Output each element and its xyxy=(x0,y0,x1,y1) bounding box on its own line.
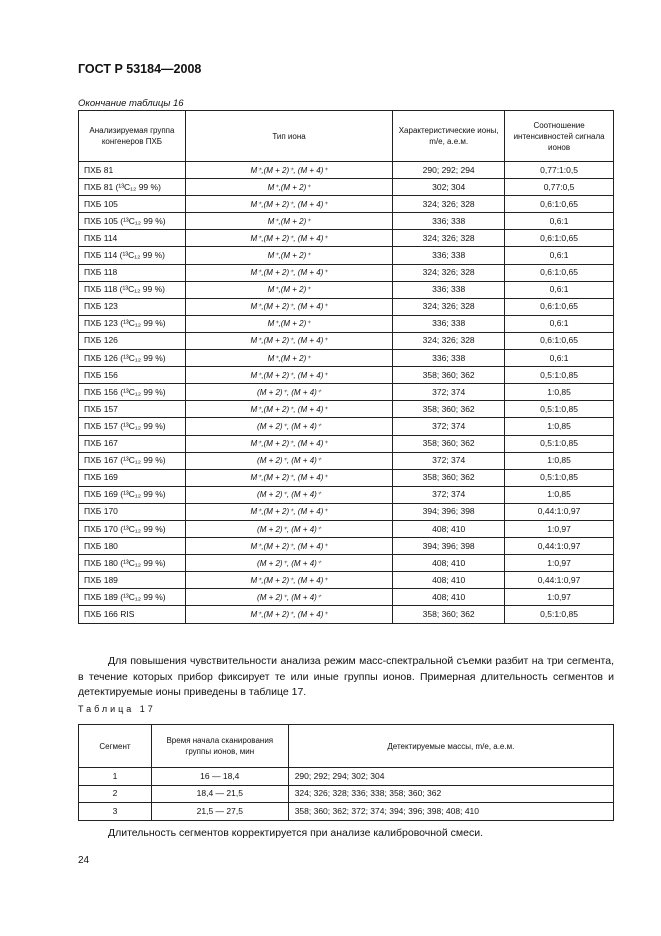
table16-cell: M⁺,(M + 2)⁺, (M + 4)⁺ xyxy=(185,196,392,213)
table16-cell: M⁺,(M + 2)⁺, (M + 4)⁺ xyxy=(185,230,392,247)
table16-cell: M⁺,(M + 2)⁺, (M + 4)⁺ xyxy=(185,538,392,555)
table16-cell: 0,77:0,5 xyxy=(505,179,614,196)
table16-cell: (M + 2)⁺, (M + 4)⁺ xyxy=(185,418,392,435)
table16-cell: ПХБ 156 xyxy=(79,367,186,384)
table17-cell: 18,4 — 21,5 xyxy=(151,785,288,803)
table16-cell: ПХБ 167 xyxy=(79,435,186,452)
table16-row xyxy=(79,572,614,589)
table17-row xyxy=(79,785,614,803)
table16-cell: M⁺,(M + 2)⁺, (M + 4)⁺ xyxy=(185,435,392,452)
table16-cell: 0,6:1 xyxy=(505,350,614,367)
table16-cell: 394; 396; 398 xyxy=(393,503,505,520)
table16-row xyxy=(79,555,614,572)
table16-cell: 0,6:1 xyxy=(505,315,614,332)
table16-cell: M⁺,(M + 2)⁺ xyxy=(185,247,392,264)
table16-row xyxy=(79,179,614,196)
table16-row xyxy=(79,213,614,230)
table17-header-cell: Время начала сканирования группы ионов, мин xyxy=(151,725,288,768)
table16-cell: 372; 374 xyxy=(393,486,505,503)
table16-cell: M⁺,(M + 2)⁺ xyxy=(185,213,392,230)
table16-cell: 0,5:1:0,85 xyxy=(505,367,614,384)
table16-cell: 336; 338 xyxy=(393,213,505,230)
table16-cell: M⁺,(M + 2)⁺, (M + 4)⁺ xyxy=(185,572,392,589)
table16-cell: M⁺,(M + 2)⁺ xyxy=(185,281,392,298)
table16-cell: 336; 338 xyxy=(393,281,505,298)
table16-cell: ПХБ 189 xyxy=(79,572,186,589)
table16-cell: ПХБ 126 xyxy=(79,332,186,349)
table16-cell: 372; 374 xyxy=(393,384,505,401)
table16-cell: 0,6:1 xyxy=(505,247,614,264)
table16-cell: 358; 360; 362 xyxy=(393,435,505,452)
table16-cell: 302; 304 xyxy=(393,179,505,196)
table16-header-cell: Анализируемая группа конгенеров ПХБ xyxy=(79,111,186,162)
table16-cell: ПХБ 169 (¹³C₁₂ 99 %) xyxy=(79,486,186,503)
table16-row xyxy=(79,298,614,315)
table16-cell: 0,6:1:0,65 xyxy=(505,298,614,315)
table16-row xyxy=(79,452,614,469)
table16-cell: M⁺,(M + 2)⁺, (M + 4)⁺ xyxy=(185,401,392,418)
table16-cell: 0,5:1:0,85 xyxy=(505,435,614,452)
table16-cell: ПХБ 157 xyxy=(79,401,186,418)
table16-cell: ПХБ 157 (¹³C₁₂ 99 %) xyxy=(79,418,186,435)
table16-cell: 1:0,85 xyxy=(505,384,614,401)
table16-cell: ПХБ 118 xyxy=(79,264,186,281)
table16-cell: 358; 360; 362 xyxy=(393,401,505,418)
table16-cell: 1:0,97 xyxy=(505,520,614,537)
table16-header-cell: Тип иона xyxy=(185,111,392,162)
table16-cell: 324; 326; 328 xyxy=(393,264,505,281)
table16-cell: 324; 326; 328 xyxy=(393,230,505,247)
table17 xyxy=(78,724,614,821)
table16-row xyxy=(79,606,614,623)
table16-cell: 1:0,85 xyxy=(505,452,614,469)
table16-cell: ПХБ 189 (¹³C₁₂ 99 %) xyxy=(79,589,186,606)
table16 xyxy=(78,110,614,624)
table16-cell: (M + 2)⁺, (M + 4)⁺ xyxy=(185,589,392,606)
table16-cell: 1:0,97 xyxy=(505,589,614,606)
table16-row xyxy=(79,469,614,486)
table17-caption: Таблица 17 xyxy=(78,704,156,714)
table17-header-row xyxy=(79,725,614,768)
table16-row xyxy=(79,401,614,418)
table16-row xyxy=(79,315,614,332)
table16-cell: M⁺,(M + 2)⁺, (M + 4)⁺ xyxy=(185,367,392,384)
table16-cell: 372; 374 xyxy=(393,418,505,435)
table16-cell: 0,6:1 xyxy=(505,213,614,230)
table16-cell: (M + 2)⁺, (M + 4)⁺ xyxy=(185,452,392,469)
table16-row xyxy=(79,247,614,264)
table16-cell: 408; 410 xyxy=(393,555,505,572)
table16-cell: 0,6:1:0,65 xyxy=(505,264,614,281)
table16-cell: ПХБ 81 xyxy=(79,162,186,179)
table17-row xyxy=(79,768,614,786)
table16-row xyxy=(79,350,614,367)
table16-cell: ПХБ 180 xyxy=(79,538,186,555)
paragraph-calibration: Длительность сегментов корректируется при анализе калибровочной смеси. xyxy=(108,827,483,839)
table16-row xyxy=(79,367,614,384)
table16-row xyxy=(79,230,614,247)
table16-cell: M⁺,(M + 2)⁺ xyxy=(185,350,392,367)
table16-cell: ПХБ 123 xyxy=(79,298,186,315)
table16-cell: ПХБ 118 (¹³C₁₂ 99 %) xyxy=(79,281,186,298)
table16-cell: M⁺,(M + 2)⁺, (M + 4)⁺ xyxy=(185,469,392,486)
table16-cell: 0,44:1:0,97 xyxy=(505,538,614,555)
table16-cell: (M + 2)⁺, (M + 4)⁺ xyxy=(185,486,392,503)
table16-cell: 336; 338 xyxy=(393,315,505,332)
table16-cell: ПХБ 126 (¹³C₁₂ 99 %) xyxy=(79,350,186,367)
table16-header-cell: Соотношение интенсивностей сигнала ионов xyxy=(505,111,614,162)
table16-row xyxy=(79,384,614,401)
paragraph-segments: Для повышения чувствительности анализа режим масс-спектральной съемки разбит на три сегмента, в течение которых прибор фиксирует те или иные группы ионов. Примерная длительность сегментов и детектируемые ионы приведены в таблице 17. xyxy=(78,655,614,698)
table17-row xyxy=(79,803,614,821)
table16-cell: ПХБ 180 (¹³C₁₂ 99 %) xyxy=(79,555,186,572)
table16-cell: 336; 338 xyxy=(393,350,505,367)
table17-cell: 16 — 18,4 xyxy=(151,768,288,786)
table16-cell: M⁺,(M + 2)⁺, (M + 4)⁺ xyxy=(185,264,392,281)
table17-cell: 1 xyxy=(79,768,152,786)
table16-caption: Окончание таблицы 16 xyxy=(78,98,184,109)
table17-cell: 358; 360; 362; 372; 374; 394; 396; 398; 408; 410 xyxy=(288,803,613,821)
table16-header-row xyxy=(79,111,614,162)
table16-cell: 0,5:1:0,85 xyxy=(505,469,614,486)
table16-cell: 0,6:1:0,65 xyxy=(505,332,614,349)
table17-cell: 2 xyxy=(79,785,152,803)
table16-cell: M⁺,(M + 2)⁺ xyxy=(185,179,392,196)
table16-header-cell: Характеристические ионы, m/e, а.е.м. xyxy=(393,111,505,162)
table16-cell: 324; 326; 328 xyxy=(393,298,505,315)
table16-cell: 1:0,97 xyxy=(505,555,614,572)
table16-cell: M⁺,(M + 2)⁺, (M + 4)⁺ xyxy=(185,332,392,349)
table16-cell: ПХБ 169 xyxy=(79,469,186,486)
table16-cell: 0,5:1:0,85 xyxy=(505,606,614,623)
table16-cell: 408; 410 xyxy=(393,589,505,606)
table16-cell: 408; 410 xyxy=(393,520,505,537)
table16-cell: M⁺,(M + 2)⁺, (M + 4)⁺ xyxy=(185,503,392,520)
table16-cell: 0,44:1:0,97 xyxy=(505,572,614,589)
table16-cell: ПХБ 166 RIS xyxy=(79,606,186,623)
table17-cell: 21,5 — 27,5 xyxy=(151,803,288,821)
table16-row xyxy=(79,520,614,537)
table16-cell: (M + 2)⁺, (M + 4)⁺ xyxy=(185,384,392,401)
table16-cell: ПХБ 170 xyxy=(79,503,186,520)
table17-header-cell: Детектируемые массы, m/e, а.е.м. xyxy=(288,725,613,768)
table16-row xyxy=(79,418,614,435)
table16-cell: 1:0,85 xyxy=(505,486,614,503)
page-number: 24 xyxy=(78,855,90,866)
table16-cell: M⁺,(M + 2)⁺ xyxy=(185,315,392,332)
table16-cell: (M + 2)⁺, (M + 4)⁺ xyxy=(185,555,392,572)
table16-cell: 0,77:1:0,5 xyxy=(505,162,614,179)
table16-row xyxy=(79,281,614,298)
table16-cell: ПХБ 167 (¹³C₁₂ 99 %) xyxy=(79,452,186,469)
table16-row xyxy=(79,162,614,179)
table17-header-cell: Сегмент xyxy=(79,725,152,768)
table16-row xyxy=(79,589,614,606)
table16-cell: ПХБ 105 (¹³C₁₂ 99 %) xyxy=(79,213,186,230)
table16-cell: 0,6:1 xyxy=(505,281,614,298)
table16-cell: 0,6:1:0,65 xyxy=(505,196,614,213)
table17-cell: 3 xyxy=(79,803,152,821)
table16-cell: M⁺,(M + 2)⁺, (M + 4)⁺ xyxy=(185,298,392,315)
table16-cell: 394; 396; 398 xyxy=(393,538,505,555)
document-header: ГОСТ Р 53184—2008 xyxy=(78,62,202,76)
table16-cell: 0,6:1:0,65 xyxy=(505,230,614,247)
table16-cell: 290; 292; 294 xyxy=(393,162,505,179)
table16-cell: 336; 338 xyxy=(393,247,505,264)
table17-cell: 290; 292; 294; 302; 304 xyxy=(288,768,613,786)
table16-cell: 358; 360; 362 xyxy=(393,606,505,623)
table16-row xyxy=(79,332,614,349)
table16-cell: 324; 326; 328 xyxy=(393,332,505,349)
table16-cell: 324; 326; 328 xyxy=(393,196,505,213)
table16-cell: 408; 410 xyxy=(393,572,505,589)
table16-row xyxy=(79,503,614,520)
table16-row xyxy=(79,264,614,281)
table16-row xyxy=(79,196,614,213)
table16-cell: 0,44:1:0,97 xyxy=(505,503,614,520)
table16-cell: 372; 374 xyxy=(393,452,505,469)
table16-cell: M⁺,(M + 2)⁺, (M + 4)⁺ xyxy=(185,606,392,623)
table16-cell: ПХБ 123 (¹³C₁₂ 99 %) xyxy=(79,315,186,332)
table16-cell: 1:0,85 xyxy=(505,418,614,435)
table17-cell: 324; 326; 328; 336; 338; 358; 360; 362 xyxy=(288,785,613,803)
table16-row xyxy=(79,486,614,503)
table16-cell: 0,5:1:0,85 xyxy=(505,401,614,418)
table16-cell: ПХБ 81 (¹³C₁₂ 99 %) xyxy=(79,179,186,196)
table16-cell: ПХБ 156 (¹³C₁₂ 99 %) xyxy=(79,384,186,401)
table16-cell: 358; 360; 362 xyxy=(393,367,505,384)
table16-row xyxy=(79,435,614,452)
table16-cell: ПХБ 114 xyxy=(79,230,186,247)
table16-cell: ПХБ 114 (¹³C₁₂ 99 %) xyxy=(79,247,186,264)
table16-cell: 358; 360; 362 xyxy=(393,469,505,486)
table16-cell: (M + 2)⁺, (M + 4)⁺ xyxy=(185,520,392,537)
table16-cell: M⁺,(M + 2)⁺, (M + 4)⁺ xyxy=(185,162,392,179)
table16-row xyxy=(79,538,614,555)
table16-cell: ПХБ 170 (¹³C₁₂ 99 %) xyxy=(79,520,186,537)
table16-cell: ПХБ 105 xyxy=(79,196,186,213)
